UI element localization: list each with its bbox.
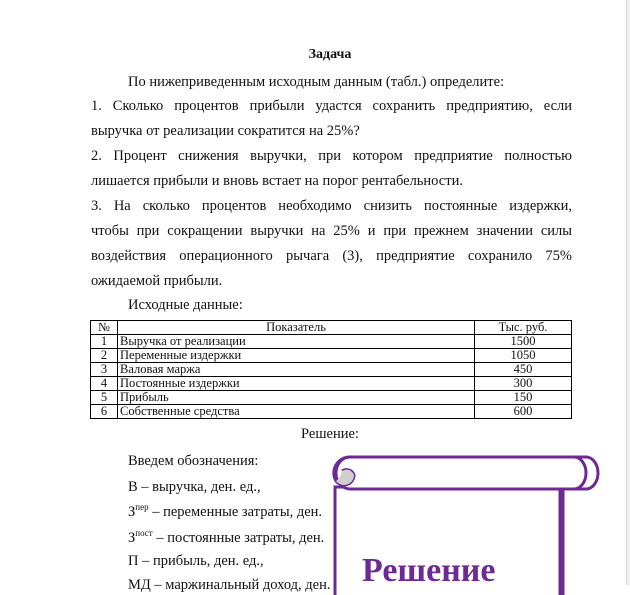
table-cell: Собственные средства (118, 405, 475, 419)
table-cell: 5 (91, 391, 118, 405)
table-row (91, 335, 572, 349)
question-3-line-1: 3. На сколько процентов необходимо снизить постоянные издержки, (91, 198, 572, 214)
table-cell: 4 (91, 377, 118, 391)
scroll-top-roll (336, 457, 598, 489)
table-cell: Переменные издержки (118, 349, 475, 363)
table-header-row (91, 321, 572, 335)
table-row (91, 377, 572, 391)
notation-profit: П – прибыль, ден. ед., (128, 553, 264, 569)
page-title: Задача (308, 47, 352, 62)
table-cell: Постоянные издержки (118, 377, 475, 391)
banner-title: Решение (362, 552, 496, 589)
notation-fixed-costs: $З^{пост}$ – постоянные затраты, ден. (128, 528, 325, 546)
source-data-table (90, 320, 572, 419)
table-cell: Прибыль (118, 391, 475, 405)
source-data-label: Исходные данные: (128, 297, 243, 313)
notation-variable-costs: $З^{пер}$ – переменные затраты, ден. (128, 502, 323, 520)
table-cell: 450 (475, 363, 572, 377)
question-3-line-4: ожидаемой прибыли. (91, 273, 223, 289)
intro-text: По нижеприведенным исходным данным (табл.) определите: (128, 74, 505, 90)
table-header-cell: Показатель (118, 321, 475, 335)
table-row (91, 391, 572, 405)
table-cell: 1500 (475, 335, 572, 349)
solution-heading: Решение: (301, 426, 359, 442)
table-cell: 2 (91, 349, 118, 363)
table-cell: Выручка от реализации (118, 335, 475, 349)
table-cell: 1050 (475, 349, 572, 363)
table-row (91, 405, 572, 419)
question-3-line-3: воздействия операционного рычага (3), предприятие сохранило 75% (91, 248, 572, 264)
table-cell: 600 (475, 405, 572, 419)
table-cell: 1 (91, 335, 118, 349)
question-1-line-1: 1. Сколько процентов прибыли удастся сохранить предприятию, если (91, 98, 572, 114)
table-row (91, 363, 572, 377)
table-cell: 300 (475, 377, 572, 391)
question-1-line-2: выручка от реализации сократится на 25%? (91, 123, 360, 139)
table-cell: Валовая маржа (118, 363, 475, 377)
notation-intro: Введем обозначения: (128, 453, 259, 469)
question-3-line-2: чтобы при сокращении выручки на 25% и при прежнем значении силы (91, 223, 572, 239)
table-cell: 3 (91, 363, 118, 377)
notation-margin: МД – маржинальный доход, ден. (128, 577, 331, 593)
table-header-cell: № (91, 321, 118, 335)
table-header-cell: Тыс. руб. (475, 321, 572, 335)
question-2-line-1: 2. Процент снижения выручки, при котором предприятие полностью (91, 148, 572, 164)
table-row (91, 349, 572, 363)
table-cell: 6 (91, 405, 118, 419)
notation-revenue: В – выручка, ден. ед., (128, 479, 261, 495)
table-cell: 150 (475, 391, 572, 405)
page-edge (626, 0, 630, 585)
question-2-line-2: лишается прибыли и вновь встает на порог рентабельности. (91, 173, 463, 189)
